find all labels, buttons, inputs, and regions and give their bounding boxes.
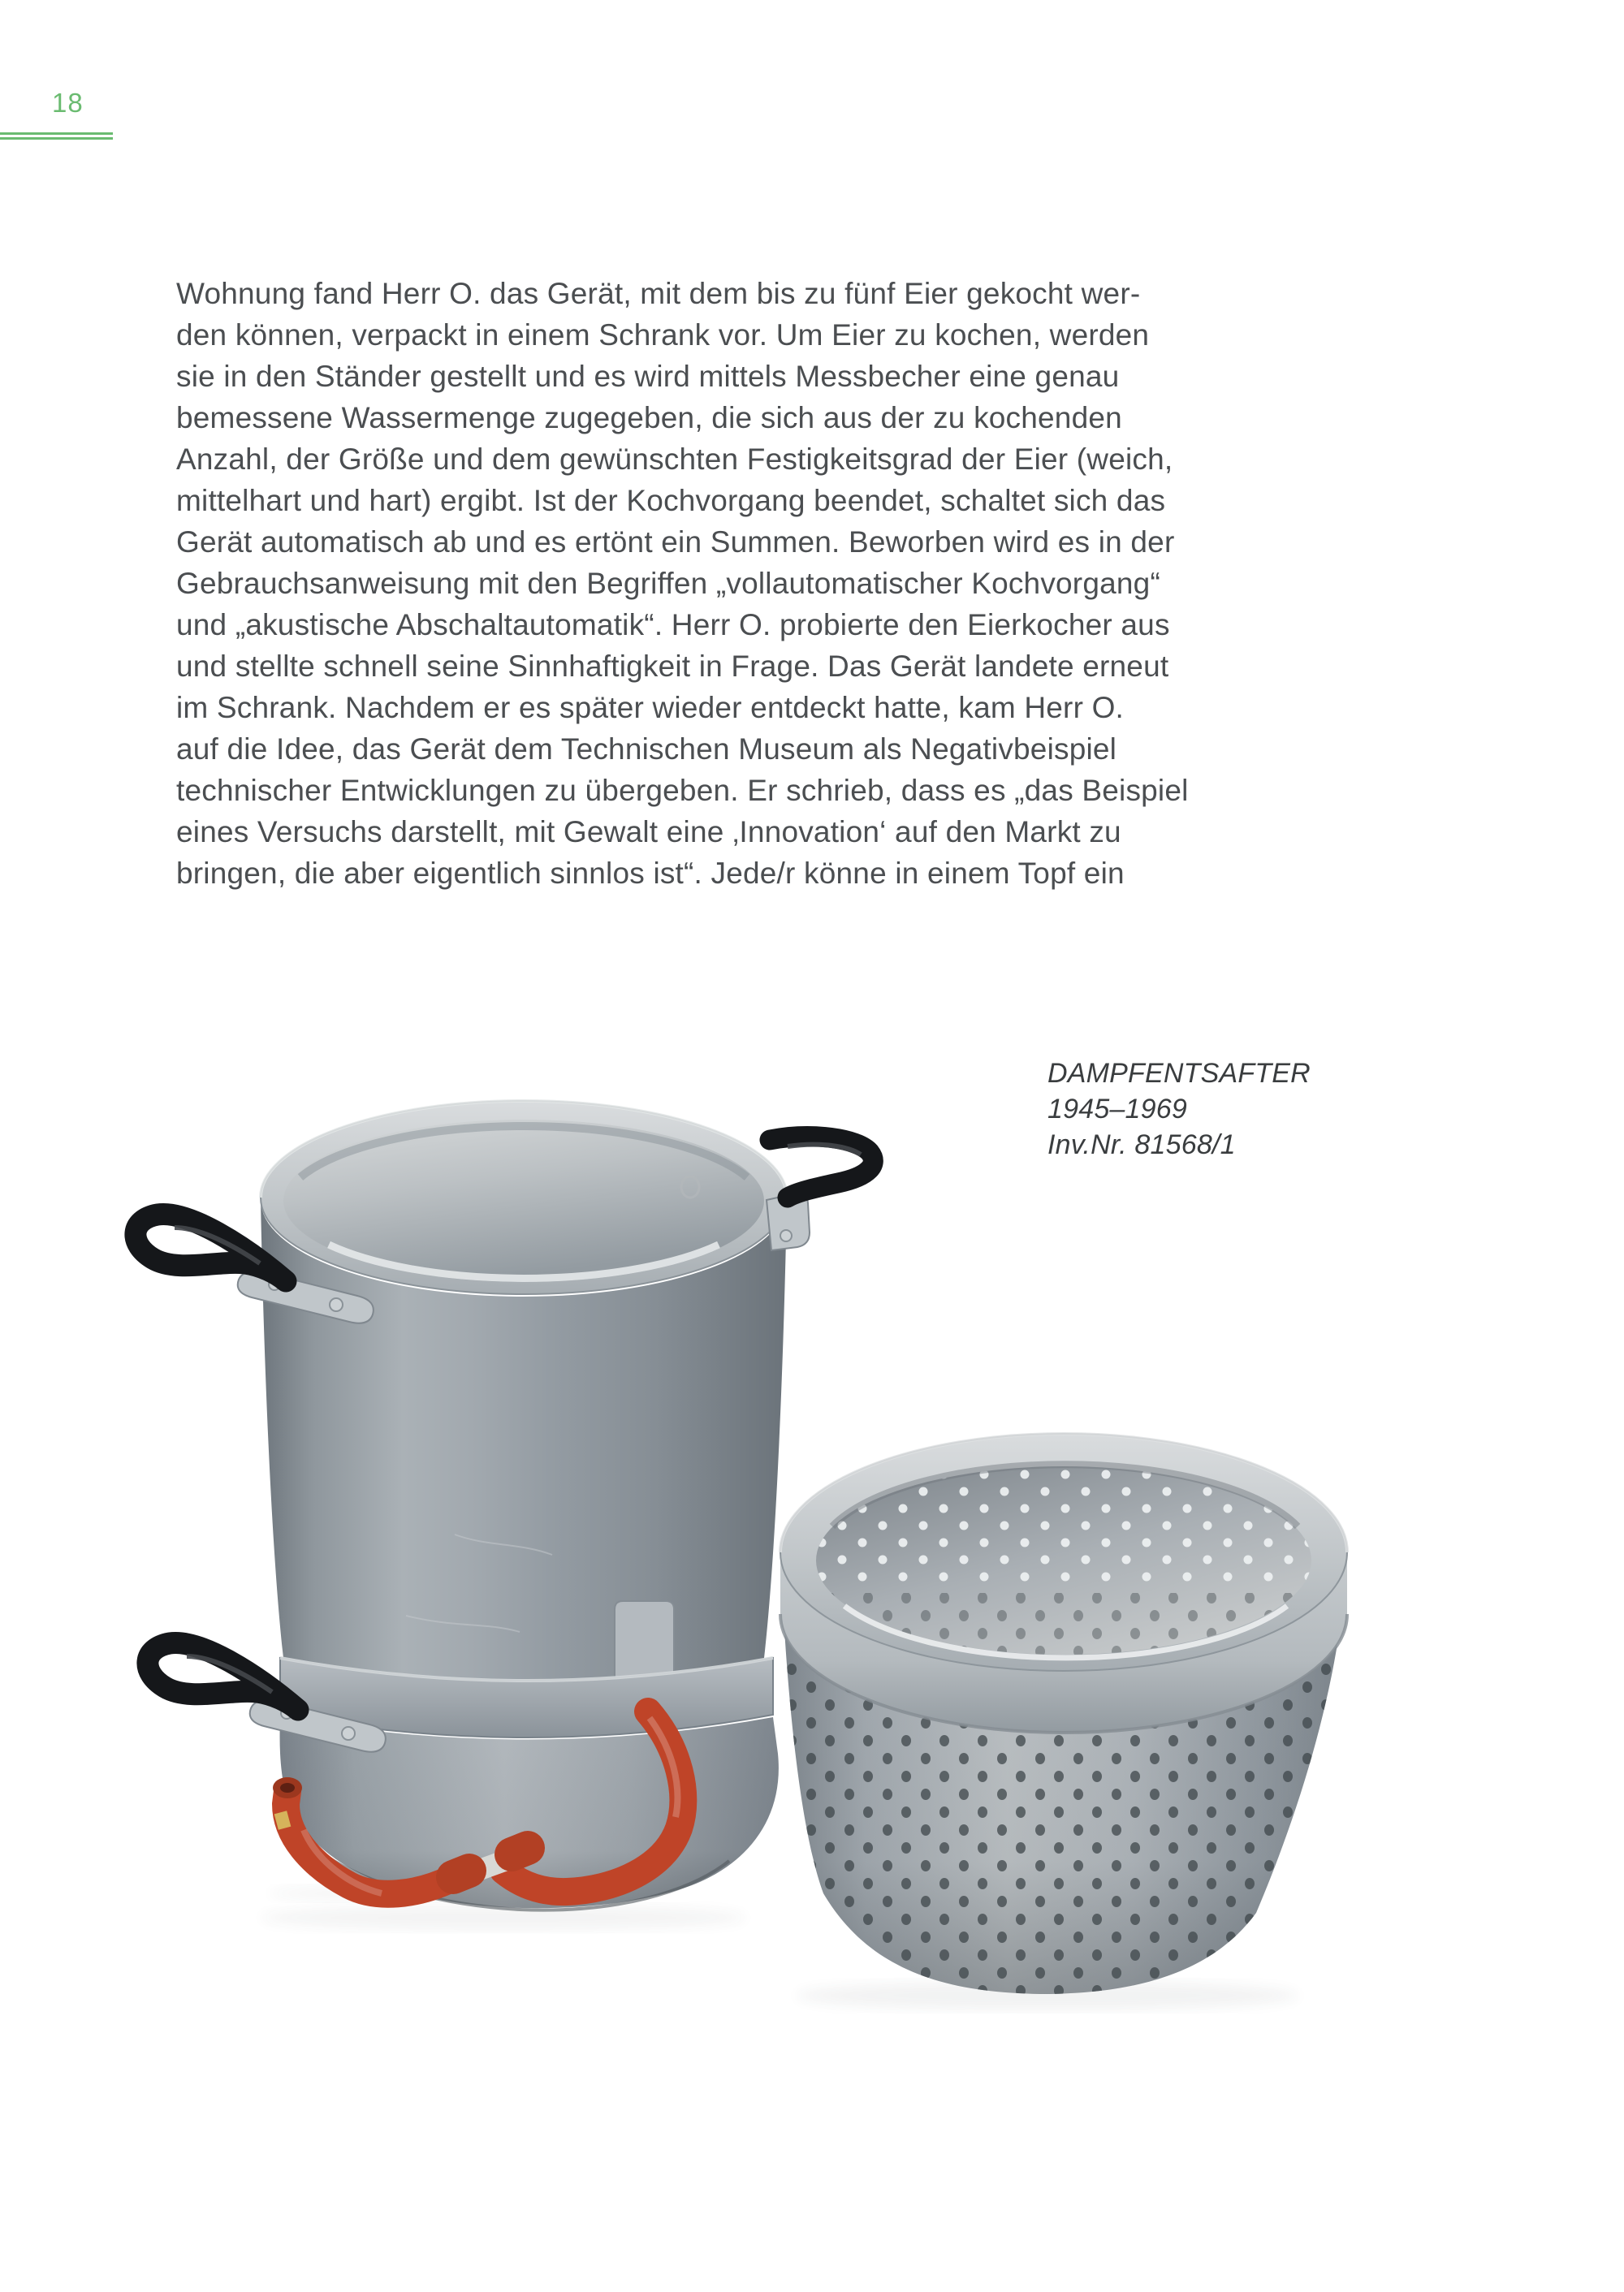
rivet (780, 1230, 792, 1241)
article-line: im Schrank. Nachdem er es später wieder entdeckt hatte, kam Herr O. (176, 691, 1125, 724)
article-line: sie in den Ständer gestellt und es wird mittels Messbecher eine genau (176, 360, 1120, 393)
article-line: Gebrauchsanweisung mit den Begriffen „vollautomatischer Kochvorgang“ (176, 567, 1160, 600)
upper-pot (136, 1101, 873, 1697)
rivet (342, 1727, 355, 1740)
article-line: bringen, die aber eigentlich sinnlos ist“. Jede/r könne in einem Topf ein (176, 857, 1125, 890)
rivet (330, 1298, 343, 1311)
article-line: Anzahl, der Größe und dem gewünschten Festigkeitsgrad der Eier (weich, (176, 442, 1173, 476)
upper-pot-right-handle (767, 1137, 873, 1250)
caption-inventory-number: Inv.Nr. 81568/1 (1047, 1129, 1236, 1160)
handle-grip (148, 1642, 298, 1710)
article-line: technischer Entwicklungen zu übergeben. Er schrieb, dass es „das Beispiel (176, 774, 1189, 807)
article-line: und „akustische Abschaltautomatik“. Herr O. probierte den Eierkocher aus (176, 608, 1170, 641)
perforated-basket (780, 1434, 1347, 1994)
article-line: Gerät automatisch ab und es ertönt ein Summen. Beworben wird es in der (176, 525, 1175, 559)
article-line: auf die Idee, das Gerät dem Technischen Museum als Negativbeispiel (176, 732, 1117, 766)
page-number: 18 (52, 88, 84, 118)
article-line: und stellte schnell seine Sinnhaftigkeit in Frage. Das Gerät landete erneut (176, 650, 1169, 683)
article-line: eines Versuchs darstellt, mit Gewalt eine ‚Innovation‘ auf den Markt zu (176, 815, 1121, 848)
caption-years: 1945–1969 (1047, 1094, 1187, 1124)
article-line: Wohnung fand Herr O. das Gerät, mit dem bis zu fünf Eier gekocht wer- (176, 277, 1141, 310)
article-line: den können, verpackt in einem Schrank vor. Um Eier zu kochen, werden (176, 318, 1150, 352)
caption-title: DAMPFENTSAFTER (1047, 1058, 1311, 1089)
article-line: bemessene Wassermenge zugegeben, die sich aus der zu kochenden (176, 401, 1122, 434)
article-line: mittelhart und hart) ergibt. Ist der Kochvorgang beendet, schaltet sich das (176, 484, 1166, 517)
